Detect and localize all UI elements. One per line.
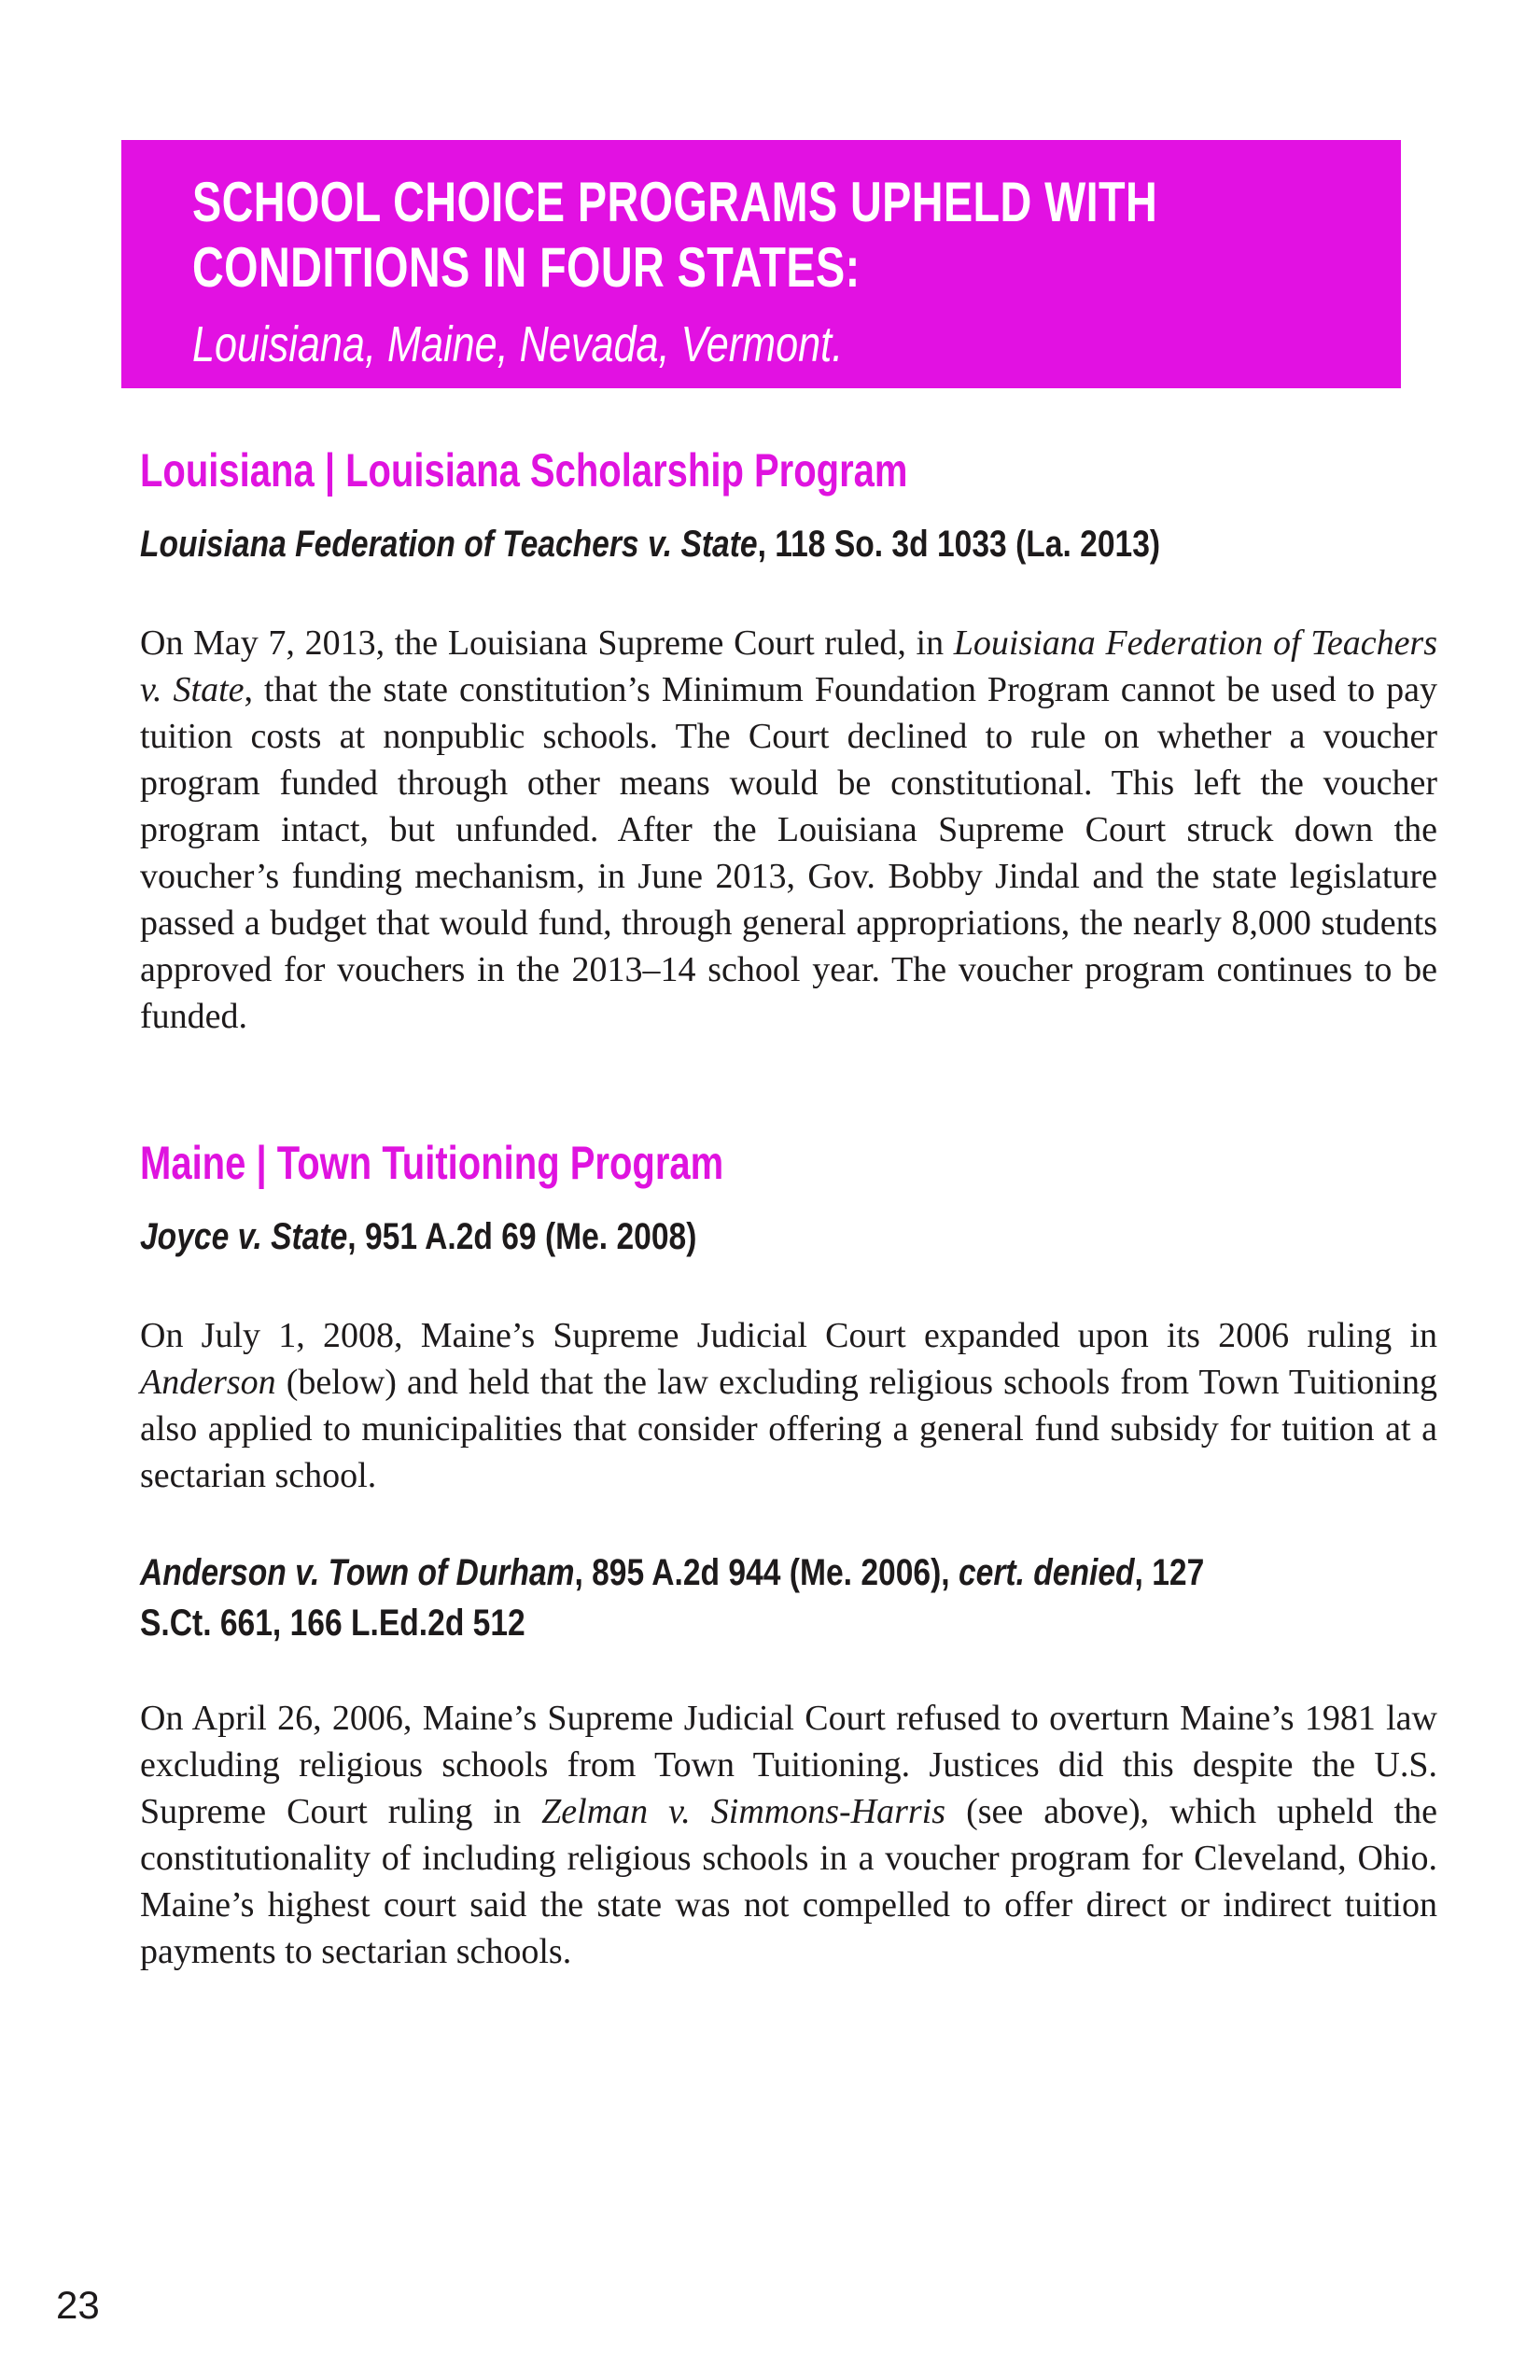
text-run: , 951 A.2d 69 (Me. 2008) (347, 1216, 697, 1257)
case-citation-joyce (140, 1211, 1437, 1262)
text-run: , 895 A.2d 944 (Me. 2006), (574, 1552, 959, 1593)
text-run: Louisiana Federation of Teachers v. State (140, 623, 1438, 709)
text-run: , 127 (1134, 1552, 1205, 1593)
text-run: Joyce v. State (140, 1216, 348, 1257)
text-run: On April 26, 2006, Maine’s Supreme Judicial Court refused to overturn Maine’s 1981 law excluding religious schools from Town Tuitioning. Justices did this despite the U.S. Supreme Court ruling in (140, 1699, 1437, 1831)
header-banner (121, 140, 1401, 388)
body-paragraph-anderson (140, 1695, 1437, 1975)
text-run: cert. denied (958, 1552, 1135, 1593)
text-run: Anderson v. Town of Durham (140, 1552, 575, 1593)
banner-title-line-2: CONDITIONS IN FOUR STATES: (192, 236, 861, 299)
text-run: On May 7, 2013, the Louisiana Supreme Court ruled, in (140, 623, 954, 663)
text-run: Zelman v. Simmons-Harris (541, 1792, 946, 1831)
case-citation-anderson (140, 1547, 1437, 1648)
content-column (140, 439, 1437, 1975)
page-number: 23 (56, 2283, 100, 2327)
body-paragraph-louisiana (140, 620, 1437, 1040)
text-run: (below) and held that the law excluding religious schools from Town Tuitioning also applied to municipalities that consider offering a general fund subsidy for tuition at a sectarian school. (140, 1363, 1437, 1495)
text-run: Anderson (140, 1363, 276, 1402)
text-run: Louisiana Federation of Teachers v. State (140, 524, 758, 565)
text-run: , 118 So. 3d 1033 (La. 2013) (757, 524, 1161, 565)
section-heading-louisiana: Louisiana | Louisiana Scholarship Program (140, 444, 908, 497)
text-run: , that the state constitution’s Minimum Foundation Program cannot be used to pay tuition costs at nonpublic schools. The Court declined to rule on whether a voucher program funded through other means would be constitutional. This left the voucher program intact, but unfunded. After the Louisiana Supreme Court struck down the voucher’s funding mechanism, in June 2013, Gov. Bobby Jindal and the state legislature passed a budget that would fund, through general appropriations, the nearly 8,000 students approved for vouchers in the 2013–14 school year. The voucher program continues to be funded. (140, 670, 1437, 1036)
text-run: On July 1, 2008, Maine’s Supreme Judicial Court expanded upon its 2006 ruling in (140, 1316, 1437, 1355)
banner-title-line-1: SCHOOL CHOICE PROGRAMS UPHELD WITH (192, 171, 1158, 233)
section-heading-maine: Maine | Town Tuitioning Program (140, 1137, 724, 1189)
body-paragraph-joyce (140, 1312, 1437, 1499)
text-run: S.Ct. 661, 166 L.Ed.2d 512 (140, 1603, 525, 1644)
text-run: (see above), which upheld the constitutionality of including religious schools in a voucher program for Cleveland, Ohio. Maine’s highest court said the state was not compelled to offer direct or indirect tuition payments to sectarian schools. (140, 1792, 1438, 1971)
case-citation-louisiana-federation (140, 519, 1437, 569)
banner-subtitle: Louisiana, Maine, Nevada, Vermont. (192, 316, 844, 372)
